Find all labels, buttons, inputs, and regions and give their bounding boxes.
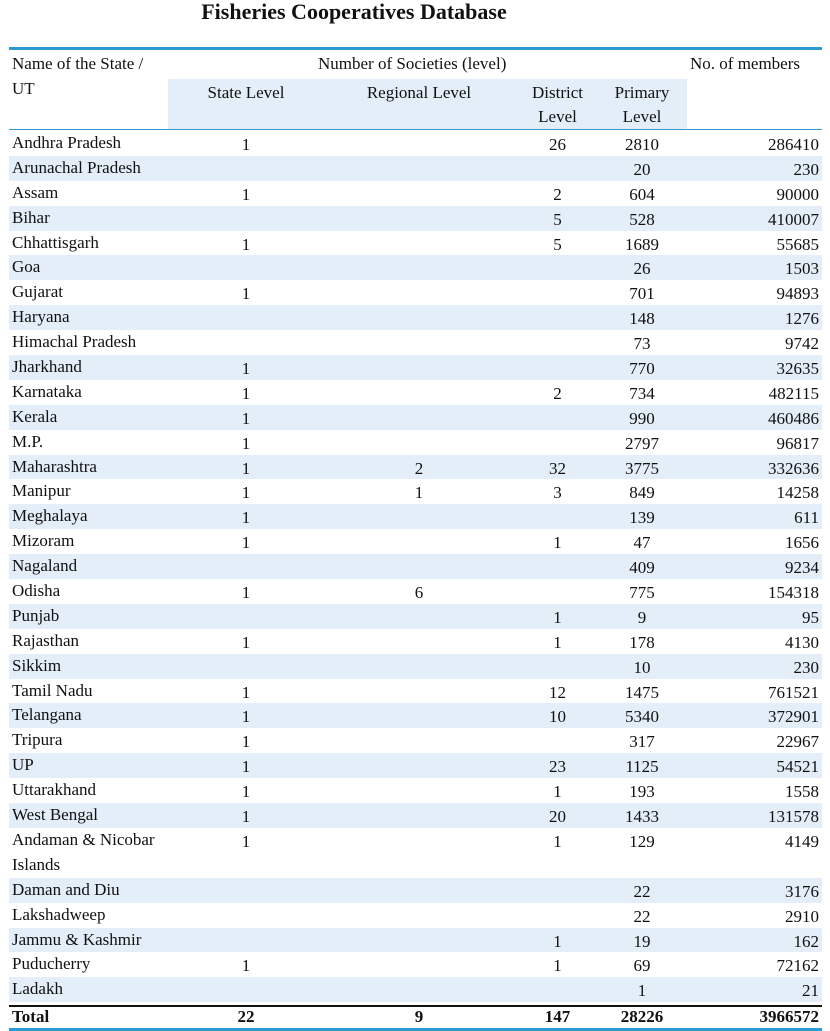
- table-row: [9, 679, 822, 704]
- page-title: Fisheries Cooperatives Database: [201, 0, 507, 24]
- cell-district-level: 1: [553, 533, 562, 553]
- cell-state-name: Meghalaya: [12, 506, 88, 526]
- cell-district-level: 1: [553, 831, 562, 851]
- header-members: No. of members: [690, 54, 801, 73]
- table-row: [9, 479, 822, 504]
- table-row: [9, 952, 822, 977]
- header-rule: [9, 129, 822, 130]
- cell-primary-level: 775: [629, 583, 655, 603]
- cell-primary-level: 701: [629, 284, 655, 304]
- cell-state-name: Nagaland: [12, 556, 78, 576]
- cell-state-level: 1: [241, 707, 251, 727]
- cell-state-name: Maharashtra: [12, 456, 97, 476]
- cell-primary-level: 9: [637, 607, 647, 627]
- cell-state-name: Gujarat: [12, 282, 63, 302]
- table-row: [9, 554, 822, 579]
- table-row: [9, 753, 822, 778]
- header-district-line1: District: [532, 83, 583, 102]
- cell-primary-level: 317: [629, 732, 655, 752]
- header-name-line1: Name of the State /: [12, 54, 144, 73]
- cell-members: 22967: [776, 732, 819, 752]
- cell-state-level: 1: [241, 632, 251, 652]
- cell-state-level: 1: [241, 757, 251, 777]
- cell-district-level: 10: [549, 707, 566, 727]
- cell-district-level: 23: [549, 757, 566, 777]
- cell-district-level: 26: [549, 135, 566, 154]
- table-row: [9, 231, 822, 256]
- table-row: [9, 131, 822, 156]
- cell-state-level: 1: [241, 408, 251, 428]
- cell-members: 460486: [768, 408, 819, 428]
- cell-state-name: Assam: [12, 182, 59, 202]
- cell-members: 230: [793, 657, 819, 677]
- cell-district-level: 5: [553, 209, 562, 229]
- cell-district-level: 2: [553, 383, 562, 403]
- cell-primary-level: 1433: [625, 807, 659, 827]
- cell-state-name: M.P.: [12, 431, 44, 451]
- cell-members: 372901: [768, 707, 819, 727]
- cell-members: 1276: [785, 309, 819, 329]
- total-row: [9, 1007, 822, 1028]
- cell-members: 482115: [768, 383, 819, 403]
- cell-state-level: 1: [241, 184, 251, 204]
- table-row: [9, 355, 822, 380]
- table-row: [9, 529, 822, 554]
- cell-members: 4149: [785, 831, 819, 851]
- cell-state-name: Sikkim: [12, 655, 62, 675]
- cell-district-level: 2: [553, 184, 562, 204]
- header-district-line2: Level: [538, 107, 577, 126]
- header-primary-line1: Primary: [614, 83, 670, 102]
- cell-state-level: 1: [241, 533, 251, 553]
- cell-state-name: Rajasthan: [12, 630, 80, 650]
- table-row: [9, 405, 822, 430]
- cell-state-level: 1: [241, 782, 251, 802]
- cell-primary-level: 193: [629, 782, 655, 802]
- cell-members: 286410: [768, 135, 819, 154]
- cell-state-name: Arunachal Pradesh: [12, 157, 141, 177]
- cell-primary-level: 22: [633, 881, 651, 901]
- cell-primary-level: 990: [629, 408, 655, 428]
- header-primary-line2: Level: [622, 107, 662, 126]
- cell-members: 1558: [785, 782, 819, 802]
- cell-primary-level: 26: [633, 259, 651, 279]
- cell-members: 332636: [768, 458, 819, 478]
- cell-state-name: Chhattisgarh: [12, 232, 99, 252]
- cell-state-name: Kerala: [12, 406, 58, 426]
- cell-members: 1503: [785, 259, 819, 279]
- cell-state-level: 1: [241, 383, 251, 403]
- cell-primary-level: 10: [633, 657, 651, 677]
- cell-district-level: 1: [553, 782, 562, 802]
- cell-district-level: 5: [553, 234, 562, 254]
- cell-state-name: Ladakh: [12, 979, 63, 999]
- table-row: [9, 156, 822, 181]
- cell-primary-level: 604: [629, 184, 655, 204]
- table-row: [9, 255, 822, 280]
- table-row: [9, 878, 822, 903]
- cell-district-level: 20: [549, 807, 566, 827]
- cell-regional-level: 6: [414, 583, 424, 603]
- cell-state-level: 1: [241, 508, 251, 528]
- cell-members: 54521: [776, 757, 819, 777]
- cell-district-level: 1: [553, 931, 562, 951]
- cell-primary-level: 849: [629, 483, 655, 503]
- cell-members: 410007: [768, 209, 819, 229]
- cell-state-name: Puducherry: [12, 954, 91, 974]
- total-label: Total: [12, 1007, 50, 1026]
- table-row: [9, 703, 822, 728]
- table-row: [9, 604, 822, 629]
- cell-members: 2910: [785, 906, 819, 926]
- cell-primary-level: 409: [629, 558, 655, 578]
- cell-state-level: 1: [241, 234, 251, 254]
- cell-state-name: Himachal Pradesh: [12, 332, 137, 352]
- table-row: [9, 778, 822, 803]
- table-row: [9, 579, 822, 604]
- header-regional-level: Regional Level: [366, 83, 472, 102]
- cell-primary-level: 2810: [625, 135, 659, 154]
- cell-state-name: Tamil Nadu: [12, 680, 93, 700]
- cell-primary-level: 2797: [625, 433, 659, 453]
- cell-district-level: 32: [549, 458, 566, 478]
- total-members: 3966572: [759, 1007, 819, 1026]
- cell-members: 4130: [785, 632, 819, 652]
- cell-district-level: 1: [553, 956, 562, 976]
- cell-members: 32635: [776, 359, 819, 379]
- cell-district-level: 1: [553, 607, 562, 627]
- cell-state-level: 1: [241, 483, 251, 503]
- cell-state-name: Telangana: [12, 705, 82, 725]
- cell-members: 21: [802, 981, 819, 1001]
- cell-state-level: 1: [241, 831, 251, 851]
- table-row: [9, 728, 822, 753]
- cell-district-level: 1: [553, 632, 562, 652]
- header-name-line2: UT: [12, 79, 35, 98]
- table-row: [9, 629, 822, 654]
- table-row: [9, 803, 822, 828]
- cell-primary-level: 47: [633, 533, 651, 553]
- cell-state-name: Daman and Diu: [12, 879, 120, 899]
- cell-state-name: Odisha: [12, 581, 61, 601]
- cell-members: 3176: [785, 881, 819, 901]
- cell-primary-level: 3775: [625, 458, 659, 478]
- table-row: [9, 654, 822, 679]
- cell-state-level: 1: [241, 458, 251, 478]
- cell-state-name: Mizoram: [12, 531, 75, 551]
- cell-state-name: Haryana: [12, 307, 70, 327]
- cell-members: 1656: [785, 533, 819, 553]
- header-state-level: State Level: [207, 83, 285, 102]
- cell-members: 761521: [768, 682, 819, 702]
- cell-primary-level: 19: [633, 931, 651, 951]
- cell-primary-level: 178: [629, 632, 655, 652]
- cell-district-level: 12: [549, 682, 566, 702]
- cell-state-name: Tripura: [12, 730, 63, 750]
- cell-state-name: Punjab: [12, 605, 60, 625]
- top-rule: [9, 47, 822, 50]
- table-row: [9, 206, 822, 231]
- cell-state-level: 1: [241, 433, 251, 453]
- cell-members: 90000: [776, 184, 819, 204]
- cell-state-name: Uttarakhand: [12, 780, 97, 800]
- cell-members: 131578: [768, 807, 819, 827]
- table-row: [9, 977, 822, 1002]
- table-row: [9, 903, 822, 928]
- table-row: [9, 181, 822, 206]
- cell-state-name: Andaman & Nicobar Islands: [12, 829, 155, 874]
- table-row: [9, 305, 822, 330]
- cell-primary-level: 22: [633, 906, 651, 926]
- cell-state-level: 1: [241, 583, 251, 603]
- cell-state-level: 1: [241, 135, 251, 154]
- cell-primary-level: 129: [629, 831, 655, 851]
- cell-regional-level: 1: [414, 483, 424, 503]
- cell-state-level: 1: [241, 682, 251, 702]
- table-body: [9, 131, 822, 1002]
- cell-members: 55685: [776, 234, 819, 254]
- cell-members: 95: [802, 607, 819, 627]
- cell-primary-level: 734: [629, 383, 655, 403]
- cell-state-name: Lakshadweep: [12, 904, 106, 924]
- cell-members: 611: [794, 508, 819, 528]
- cell-state-name: UP: [12, 755, 34, 775]
- cell-members: 96817: [776, 433, 819, 453]
- cell-state-level: 1: [241, 807, 251, 827]
- cell-district-level: 3: [553, 483, 562, 503]
- table-row: [9, 928, 822, 953]
- cell-primary-level: 770: [629, 359, 655, 379]
- cell-state-name: Bihar: [12, 207, 50, 227]
- header-societies: Number of Societies (level): [318, 54, 507, 73]
- cell-state-level: 1: [241, 956, 251, 976]
- cell-primary-level: 139: [629, 508, 655, 528]
- cell-state-name: Jharkhand: [12, 357, 82, 377]
- cell-members: 94893: [776, 284, 819, 304]
- cell-primary-level: 5340: [625, 707, 659, 727]
- table-row: [9, 280, 822, 305]
- cell-state-level: 1: [241, 284, 251, 304]
- total-regional-level: 9: [414, 1007, 424, 1026]
- cell-members: 154318: [768, 583, 819, 603]
- table-row: [9, 330, 822, 355]
- cell-members: 14258: [776, 483, 819, 503]
- cell-state-name: Jammu & Kashmir: [12, 929, 142, 949]
- cell-primary-level: 148: [629, 309, 655, 329]
- cell-primary-level: 1125: [625, 757, 659, 777]
- table-row: [9, 455, 822, 480]
- cell-primary-level: 1475: [625, 682, 659, 702]
- cell-primary-level: 528: [629, 209, 655, 229]
- cell-primary-level: 20: [633, 159, 651, 179]
- cell-state-name: Andhra Pradesh: [12, 133, 122, 152]
- cell-regional-level: 2: [414, 458, 424, 478]
- total-district-level: 147: [544, 1007, 571, 1026]
- cell-state-name: West Bengal: [12, 805, 98, 825]
- table-row: [9, 380, 822, 405]
- cell-members: 72162: [776, 956, 819, 976]
- cell-members: 9234: [785, 558, 819, 578]
- cell-state-name: Karnataka: [12, 381, 82, 401]
- cell-members: 9742: [785, 334, 819, 354]
- total-primary-level: 28226: [620, 1007, 664, 1026]
- total-state-level: 22: [237, 1007, 255, 1026]
- cell-primary-level: 1: [637, 981, 647, 1001]
- cell-state-level: 1: [241, 359, 251, 379]
- cell-primary-level: 69: [633, 956, 651, 976]
- cell-primary-level: 73: [633, 334, 651, 354]
- table-row: [9, 430, 822, 455]
- cell-members: 162: [793, 931, 819, 951]
- cell-state-name: Manipur: [12, 481, 71, 501]
- table-row: [9, 504, 822, 529]
- cell-members: 230: [793, 159, 819, 179]
- cell-primary-level: 1689: [625, 234, 659, 254]
- cell-state-name: Goa: [12, 257, 41, 277]
- table-row: [9, 828, 822, 878]
- cell-state-level: 1: [241, 732, 251, 752]
